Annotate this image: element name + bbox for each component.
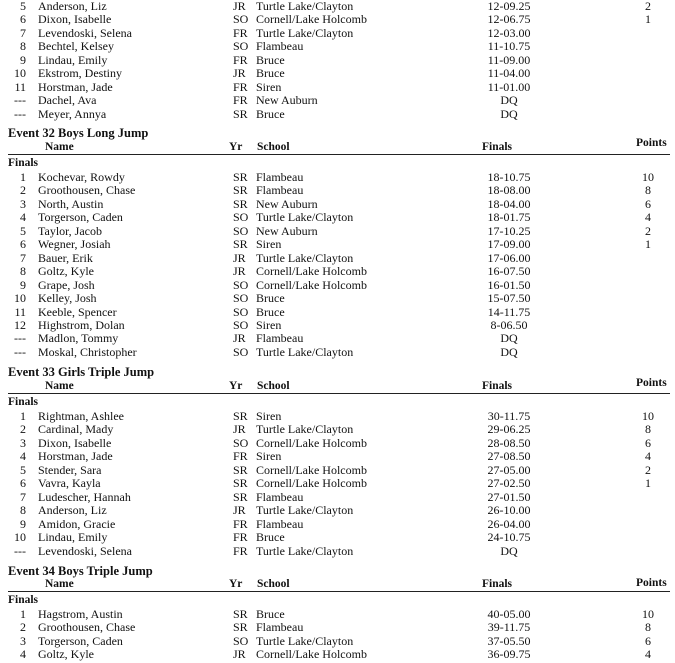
athlete-name: Groothousen, Chase xyxy=(38,183,136,198)
school-cell: Bruce xyxy=(256,66,285,81)
place-cell: 8 xyxy=(20,39,26,54)
finals-mark: 36-09.75 xyxy=(487,647,531,662)
col-header-finals: Finals xyxy=(482,578,513,590)
year-cell: SO xyxy=(233,633,249,648)
points-cell: 4 xyxy=(645,210,651,225)
school-cell: Turtle Lake/Clayton xyxy=(256,543,354,558)
year-cell: SO xyxy=(233,39,249,54)
points-cell: 1 xyxy=(645,237,651,252)
result-row xyxy=(0,40,675,53)
finals-mark: 26-10.00 xyxy=(487,503,531,518)
points-cell: 2 xyxy=(645,0,651,13)
place-cell: 5 xyxy=(20,223,26,238)
athlete-name: Levendoski, Selena xyxy=(38,25,132,40)
athlete-name: Rightman, Ashlee xyxy=(38,409,124,423)
year-cell: SO xyxy=(233,277,249,292)
year-cell: JR xyxy=(233,66,246,81)
athlete-name: Bechtel, Kelsey xyxy=(38,39,114,54)
athlete-name: Lindau, Emily xyxy=(38,530,108,545)
year-cell: SO xyxy=(233,317,249,332)
result-row xyxy=(0,450,675,463)
year-cell: JR xyxy=(233,264,246,279)
school-cell: Turtle Lake/Clayton xyxy=(256,503,354,518)
finals-mark: 29-06.25 xyxy=(487,422,531,437)
place-cell: 5 xyxy=(20,0,26,13)
place-cell: 7 xyxy=(20,25,26,40)
points-cell: 8 xyxy=(645,183,651,198)
finals-mark: 11-10.75 xyxy=(487,39,531,54)
school-cell: Turtle Lake/Clayton xyxy=(256,0,354,13)
finals-mark: 18-01.75 xyxy=(487,210,531,225)
athlete-name: Amidon, Gracie xyxy=(38,516,116,531)
finals-mark: 18-08.00 xyxy=(487,183,531,198)
year-cell: FR xyxy=(233,79,248,94)
event-title: Event 33 Girls Triple Jump xyxy=(8,365,155,379)
result-row xyxy=(0,491,675,504)
finals-mark: 12-09.25 xyxy=(487,0,531,13)
place-cell: 8 xyxy=(20,264,26,279)
finals-mark: DQ xyxy=(500,543,518,558)
place-cell: 12 xyxy=(14,317,26,332)
athlete-name: Ludescher, Hannah xyxy=(38,489,131,504)
result-row xyxy=(0,238,675,251)
points-cell: 2 xyxy=(645,462,651,477)
result-row xyxy=(0,252,675,265)
place-cell: 3 xyxy=(20,435,26,450)
place-cell: 6 xyxy=(20,476,26,491)
col-header-school: School xyxy=(257,578,290,590)
finals-mark: 16-07.50 xyxy=(487,264,531,279)
points-cell: 1 xyxy=(645,476,651,491)
athlete-name: Torgerson, Caden xyxy=(38,633,123,648)
finals-mark: 12-06.75 xyxy=(487,12,531,27)
result-row xyxy=(0,346,675,359)
finals-mark: DQ xyxy=(500,93,518,108)
event-title: Event 32 Boys Long Jump xyxy=(8,126,149,140)
school-cell: Turtle Lake/Clayton xyxy=(256,344,354,359)
place-cell: 9 xyxy=(20,516,26,531)
athlete-name: Goltz, Kyle xyxy=(38,264,94,279)
finals-mark: 27-02.50 xyxy=(487,476,531,491)
result-row xyxy=(0,531,675,544)
place-cell: 2 xyxy=(20,620,26,635)
year-cell: SR xyxy=(233,237,248,252)
place-cell: 7 xyxy=(20,489,26,504)
school-cell: Bruce xyxy=(256,530,285,545)
athlete-name: Ekstrom, Destiny xyxy=(38,66,122,81)
result-row xyxy=(0,648,675,661)
place-cell: 1 xyxy=(20,170,26,184)
school-cell: Siren xyxy=(256,79,282,94)
result-row xyxy=(0,67,675,80)
year-cell: SO xyxy=(233,223,249,238)
place-cell: 9 xyxy=(20,52,26,67)
result-row xyxy=(0,13,675,26)
school-cell: Cornell/Lake Holcomb xyxy=(256,435,367,450)
column-header-row xyxy=(0,379,675,393)
athlete-name: Anderson, Liz xyxy=(38,503,107,518)
result-row xyxy=(0,292,675,305)
athlete-name: Cardinal, Mady xyxy=(38,422,114,437)
place-cell: 7 xyxy=(20,250,26,265)
school-cell: Flambeau xyxy=(256,170,304,184)
athlete-name: Groothousen, Chase xyxy=(38,620,136,635)
finals-mark: 27-08.50 xyxy=(487,449,531,464)
event-title: Event 34 Boys Triple Jump xyxy=(8,564,153,578)
result-row xyxy=(0,306,675,319)
points-cell: 4 xyxy=(645,449,651,464)
athlete-name: Hagstrom, Austin xyxy=(38,607,123,621)
result-row xyxy=(0,0,675,13)
points-cell: 8 xyxy=(645,422,651,437)
round-label: Finals xyxy=(8,396,39,408)
school-cell: Cornell/Lake Holcomb xyxy=(256,277,367,292)
place-cell: 6 xyxy=(20,237,26,252)
school-cell: Turtle Lake/Clayton xyxy=(256,25,354,40)
place-cell: 11 xyxy=(14,304,26,319)
result-row xyxy=(0,198,675,211)
athlete-name: North, Austin xyxy=(38,196,104,211)
year-cell: JR xyxy=(233,503,246,518)
result-row xyxy=(0,319,675,332)
finals-mark: 18-04.00 xyxy=(487,196,531,211)
points-cell: 2 xyxy=(645,223,651,238)
col-header-school: School xyxy=(257,141,290,153)
round-label: Finals xyxy=(8,594,39,606)
finals-mark: 17-10.25 xyxy=(487,223,531,238)
finals-mark: 37-05.50 xyxy=(487,633,531,648)
school-cell: Siren xyxy=(256,409,282,423)
athlete-name: Horstman, Jade xyxy=(38,449,113,464)
year-cell: SO xyxy=(233,12,249,27)
place-cell: 2 xyxy=(20,422,26,437)
result-row xyxy=(0,225,675,238)
place-cell: 10 xyxy=(14,66,26,81)
year-cell: SR xyxy=(233,170,248,184)
finals-mark: DQ xyxy=(500,331,518,346)
finals-mark: 24-10.75 xyxy=(487,530,531,545)
finals-mark: 17-06.00 xyxy=(487,250,531,265)
result-row xyxy=(0,608,675,621)
points-cell: 10 xyxy=(642,409,654,423)
header-rule xyxy=(8,154,670,155)
year-cell: SO xyxy=(233,210,249,225)
header-rule xyxy=(8,393,670,394)
col-header-name: Name xyxy=(45,578,74,590)
finals-mark: 8-06.50 xyxy=(490,317,528,332)
finals-mark: 39-11.75 xyxy=(487,620,531,635)
place-cell: 4 xyxy=(20,647,26,662)
result-row xyxy=(0,171,675,184)
column-header-row xyxy=(0,577,675,591)
athlete-name: Horstman, Jade xyxy=(38,79,113,94)
col-header-points: Points xyxy=(636,377,667,389)
year-cell: SR xyxy=(233,409,248,423)
school-cell: Bruce xyxy=(256,106,285,121)
athlete-name: Anderson, Liz xyxy=(38,0,107,13)
year-cell: JR xyxy=(233,0,246,13)
place-cell: 10 xyxy=(14,291,26,306)
col-header-finals: Finals xyxy=(482,141,513,153)
school-cell: Flambeau xyxy=(256,489,304,504)
school-cell: Cornell/Lake Holcomb xyxy=(256,462,367,477)
school-cell: Bruce xyxy=(256,607,285,621)
col-header-yr: Yr xyxy=(229,141,243,153)
school-cell: Siren xyxy=(256,317,282,332)
place-cell: 10 xyxy=(14,530,26,545)
result-row xyxy=(0,94,675,107)
school-cell: Flambeau xyxy=(256,331,304,346)
athlete-name: Stender, Sara xyxy=(38,462,102,477)
year-cell: FR xyxy=(233,516,248,531)
place-cell: 8 xyxy=(20,503,26,518)
result-row xyxy=(0,54,675,67)
school-cell: New Auburn xyxy=(256,196,318,211)
year-cell: SO xyxy=(233,344,249,359)
finals-mark: 16-01.50 xyxy=(487,277,531,292)
place-cell: 11 xyxy=(14,79,26,94)
finals-mark: 15-07.50 xyxy=(487,291,531,306)
athlete-name: Torgerson, Caden xyxy=(38,210,123,225)
finals-mark: 27-01.50 xyxy=(487,489,531,504)
points-cell: 8 xyxy=(645,620,651,635)
col-header-points: Points xyxy=(636,577,667,589)
year-cell: SO xyxy=(233,435,249,450)
athlete-name: Wegner, Josiah xyxy=(38,237,111,252)
year-cell: SR xyxy=(233,489,248,504)
finals-mark: 11-09.00 xyxy=(487,52,531,67)
finals-mark: 28-08.50 xyxy=(487,435,531,450)
finals-mark: 18-10.75 xyxy=(487,170,531,184)
points-cell: 6 xyxy=(645,435,651,450)
result-row xyxy=(0,81,675,94)
athlete-name: Levendoski, Selena xyxy=(38,543,132,558)
col-header-yr: Yr xyxy=(229,578,243,590)
school-cell: Flambeau xyxy=(256,39,304,54)
year-cell: SO xyxy=(233,304,249,319)
athlete-name: Vavra, Kayla xyxy=(38,476,101,491)
school-cell: Bruce xyxy=(256,52,285,67)
athlete-name: Madlon, Tommy xyxy=(38,331,119,346)
athlete-name: Dachel, Ava xyxy=(38,93,97,108)
finals-mark: 11-01.00 xyxy=(487,79,531,94)
result-row xyxy=(0,504,675,517)
athlete-name: Kelley, Josh xyxy=(38,291,97,306)
result-row xyxy=(0,545,675,558)
year-cell: FR xyxy=(233,52,248,67)
place-cell: 3 xyxy=(20,633,26,648)
year-cell: SR xyxy=(233,476,248,491)
school-cell: Flambeau xyxy=(256,620,304,635)
year-cell: FR xyxy=(233,93,248,108)
round-label: Finals xyxy=(8,157,39,169)
col-header-name: Name xyxy=(45,141,74,153)
school-cell: Turtle Lake/Clayton xyxy=(256,422,354,437)
place-cell: --- xyxy=(14,543,26,558)
year-cell: SR xyxy=(233,196,248,211)
result-row xyxy=(0,410,675,423)
school-cell: Siren xyxy=(256,237,282,252)
school-cell: Turtle Lake/Clayton xyxy=(256,250,354,265)
place-cell: 1 xyxy=(20,409,26,423)
place-cell: 1 xyxy=(20,607,26,621)
result-row xyxy=(0,265,675,278)
school-cell: Flambeau xyxy=(256,516,304,531)
school-cell: Flambeau xyxy=(256,183,304,198)
finals-mark: DQ xyxy=(500,106,518,121)
result-row xyxy=(0,27,675,40)
school-cell: Turtle Lake/Clayton xyxy=(256,633,354,648)
result-row xyxy=(0,211,675,224)
school-cell: Cornell/Lake Holcomb xyxy=(256,264,367,279)
year-cell: SR xyxy=(233,607,248,621)
points-cell: 6 xyxy=(645,633,651,648)
finals-mark: DQ xyxy=(500,344,518,359)
athlete-name: Highstrom, Dolan xyxy=(38,317,125,332)
result-row xyxy=(0,621,675,634)
year-cell: FR xyxy=(233,543,248,558)
finals-mark: 11-04.00 xyxy=(487,66,531,81)
year-cell: JR xyxy=(233,647,246,662)
year-cell: FR xyxy=(233,530,248,545)
athlete-name: Grape, Josh xyxy=(38,277,95,292)
school-cell: Turtle Lake/Clayton xyxy=(256,210,354,225)
finals-mark: 30-11.75 xyxy=(487,409,531,423)
finals-mark: 26-04.00 xyxy=(487,516,531,531)
result-row xyxy=(0,518,675,531)
school-cell: Cornell/Lake Holcomb xyxy=(256,647,367,662)
school-cell: Bruce xyxy=(256,304,285,319)
finals-mark: 12-03.00 xyxy=(487,25,531,40)
school-cell: Cornell/Lake Holcomb xyxy=(256,12,367,27)
finals-mark: 17-09.00 xyxy=(487,237,531,252)
school-cell: Siren xyxy=(256,449,282,464)
place-cell: 9 xyxy=(20,277,26,292)
place-cell: 3 xyxy=(20,196,26,211)
school-cell: Cornell/Lake Holcomb xyxy=(256,476,367,491)
col-header-name: Name xyxy=(45,380,74,392)
athlete-name: Goltz, Kyle xyxy=(38,647,94,662)
column-header-row xyxy=(0,137,675,154)
athlete-name: Keeble, Spencer xyxy=(38,304,117,319)
finals-mark: 27-05.00 xyxy=(487,462,531,477)
result-row xyxy=(0,108,675,121)
school-cell: New Auburn xyxy=(256,93,318,108)
place-cell: --- xyxy=(14,331,26,346)
col-header-points: Points xyxy=(636,137,667,149)
athlete-name: Moskal, Christopher xyxy=(38,344,137,359)
result-row xyxy=(0,477,675,490)
school-cell: Bruce xyxy=(256,291,285,306)
result-row xyxy=(0,423,675,436)
athlete-name: Lindau, Emily xyxy=(38,52,108,67)
place-cell: 2 xyxy=(20,183,26,198)
year-cell: JR xyxy=(233,331,246,346)
year-cell: JR xyxy=(233,250,246,265)
athlete-name: Bauer, Erik xyxy=(38,250,93,265)
athlete-name: Meyer, Annya xyxy=(38,106,107,121)
points-cell: 6 xyxy=(645,196,651,211)
result-row xyxy=(0,464,675,477)
points-cell: 4 xyxy=(645,647,651,662)
year-cell: SR xyxy=(233,620,248,635)
header-rule xyxy=(8,591,670,592)
points-cell: 10 xyxy=(642,607,654,621)
result-row xyxy=(0,184,675,197)
year-cell: SR xyxy=(233,183,248,198)
school-cell: New Auburn xyxy=(256,223,318,238)
points-cell: 10 xyxy=(642,170,654,184)
place-cell: 6 xyxy=(20,12,26,27)
place-cell: 4 xyxy=(20,449,26,464)
place-cell: --- xyxy=(14,344,26,359)
result-row xyxy=(0,437,675,450)
year-cell: SR xyxy=(233,106,248,121)
year-cell: FR xyxy=(233,449,248,464)
place-cell: --- xyxy=(14,93,26,108)
athlete-name: Dixon, Isabelle xyxy=(38,435,112,450)
result-row xyxy=(0,279,675,292)
place-cell: --- xyxy=(14,106,26,121)
place-cell: 4 xyxy=(20,210,26,225)
athlete-name: Taylor, Jacob xyxy=(38,223,102,238)
points-cell: 1 xyxy=(645,12,651,27)
year-cell: FR xyxy=(233,25,248,40)
athlete-name: Kochevar, Rowdy xyxy=(38,170,125,184)
col-header-yr: Yr xyxy=(229,380,243,392)
year-cell: SO xyxy=(233,291,249,306)
year-cell: SR xyxy=(233,462,248,477)
result-row xyxy=(0,332,675,345)
col-header-school: School xyxy=(257,380,290,392)
col-header-finals: Finals xyxy=(482,380,513,392)
finals-mark: 40-05.00 xyxy=(487,607,531,621)
result-row xyxy=(0,635,675,648)
athlete-name: Dixon, Isabelle xyxy=(38,12,112,27)
year-cell: JR xyxy=(233,422,246,437)
place-cell: 5 xyxy=(20,462,26,477)
finals-mark: 14-11.75 xyxy=(487,304,531,319)
